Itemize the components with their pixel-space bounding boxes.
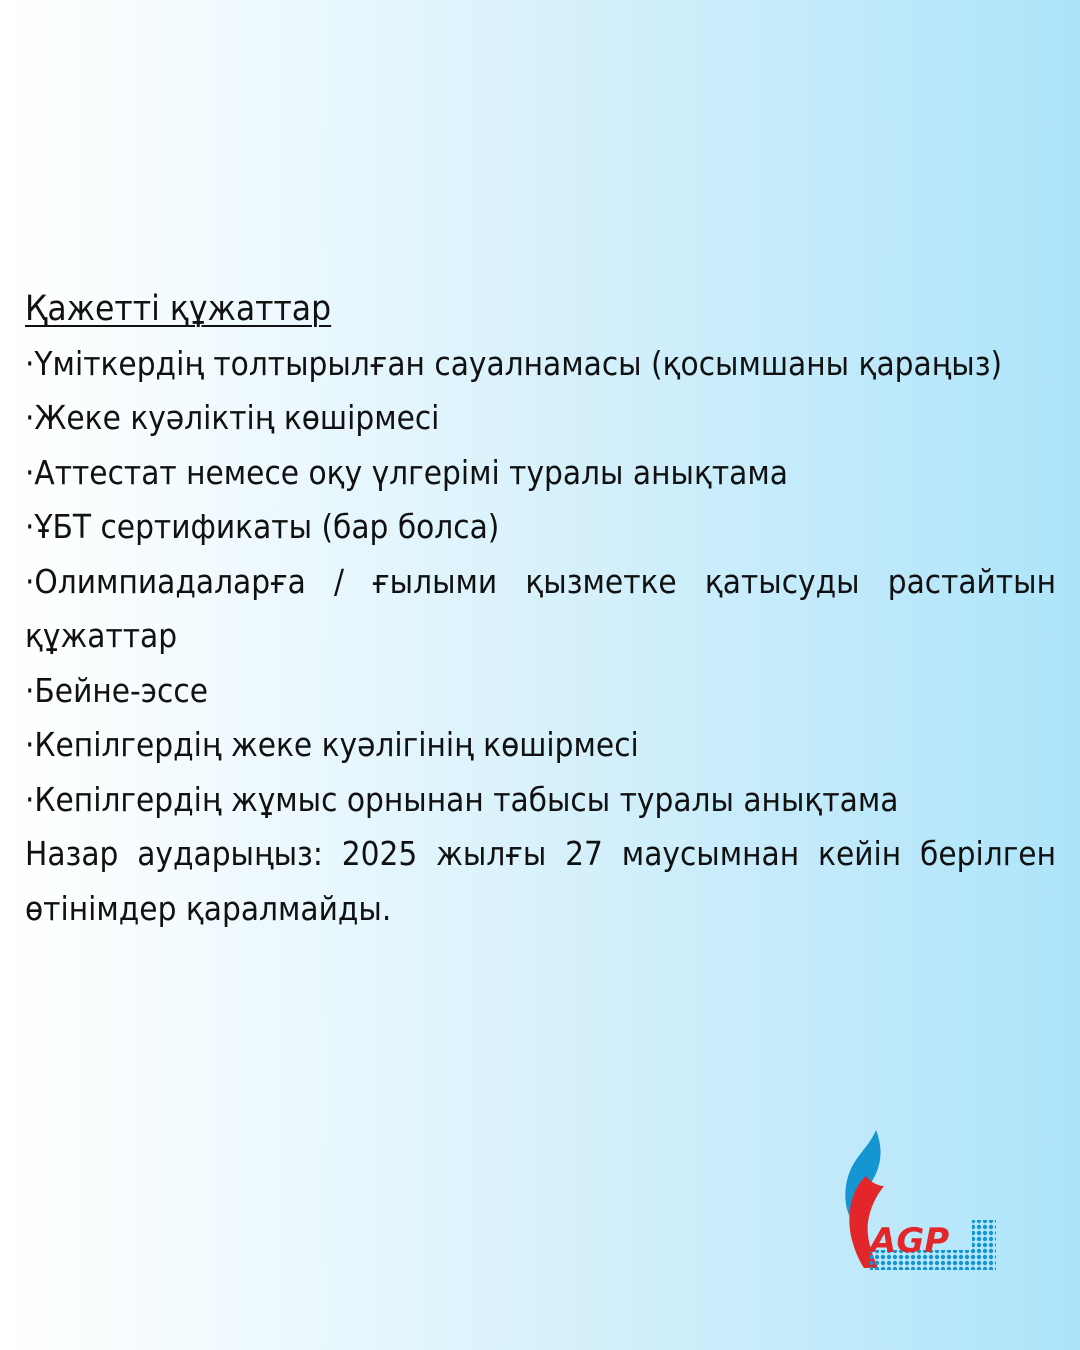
agp-flame-logo-icon [838,1128,1000,1276]
list-item-ubt-certificate: ·ҰБТ сертификаты (бар болса) [25,507,500,546]
logo-text: AGP [870,1221,950,1261]
list-item-guarantor-income: ·Кепілгердің жұмыс орнынан табысы туралы анықтама [25,779,899,819]
list-item-olympiad-documents: ·Олимпиадаларға / ғылыми қызметке қатысуды растайтын құжаттар [25,561,1056,655]
list-item-guarantor-id: ·Кепілгердің жеке куәлігінің көшірмесі [25,725,639,764]
page-title: Қажетті құжаттар [25,289,332,329]
dot-column-shape [972,1220,996,1250]
list-item-id-copy: ·Жеке куәліктің көшірмесі [25,398,440,437]
list-item-video-essay: ·Бейне-эссе [25,670,208,710]
list-item-certificate: ·Аттестат немесе оқу үлгерімі туралы анықтама [25,452,788,492]
notice-text: Назар аударыңыз: 2025 жылғы 27 маусымнан кейін берілген өтінімдер қаралмайды. [25,834,1056,928]
document-body [25,282,1056,936]
list-item-questionnaire: ·Үміткердің толтырылған сауалнамасы (қосымшаны қараңыз) [25,343,1003,383]
